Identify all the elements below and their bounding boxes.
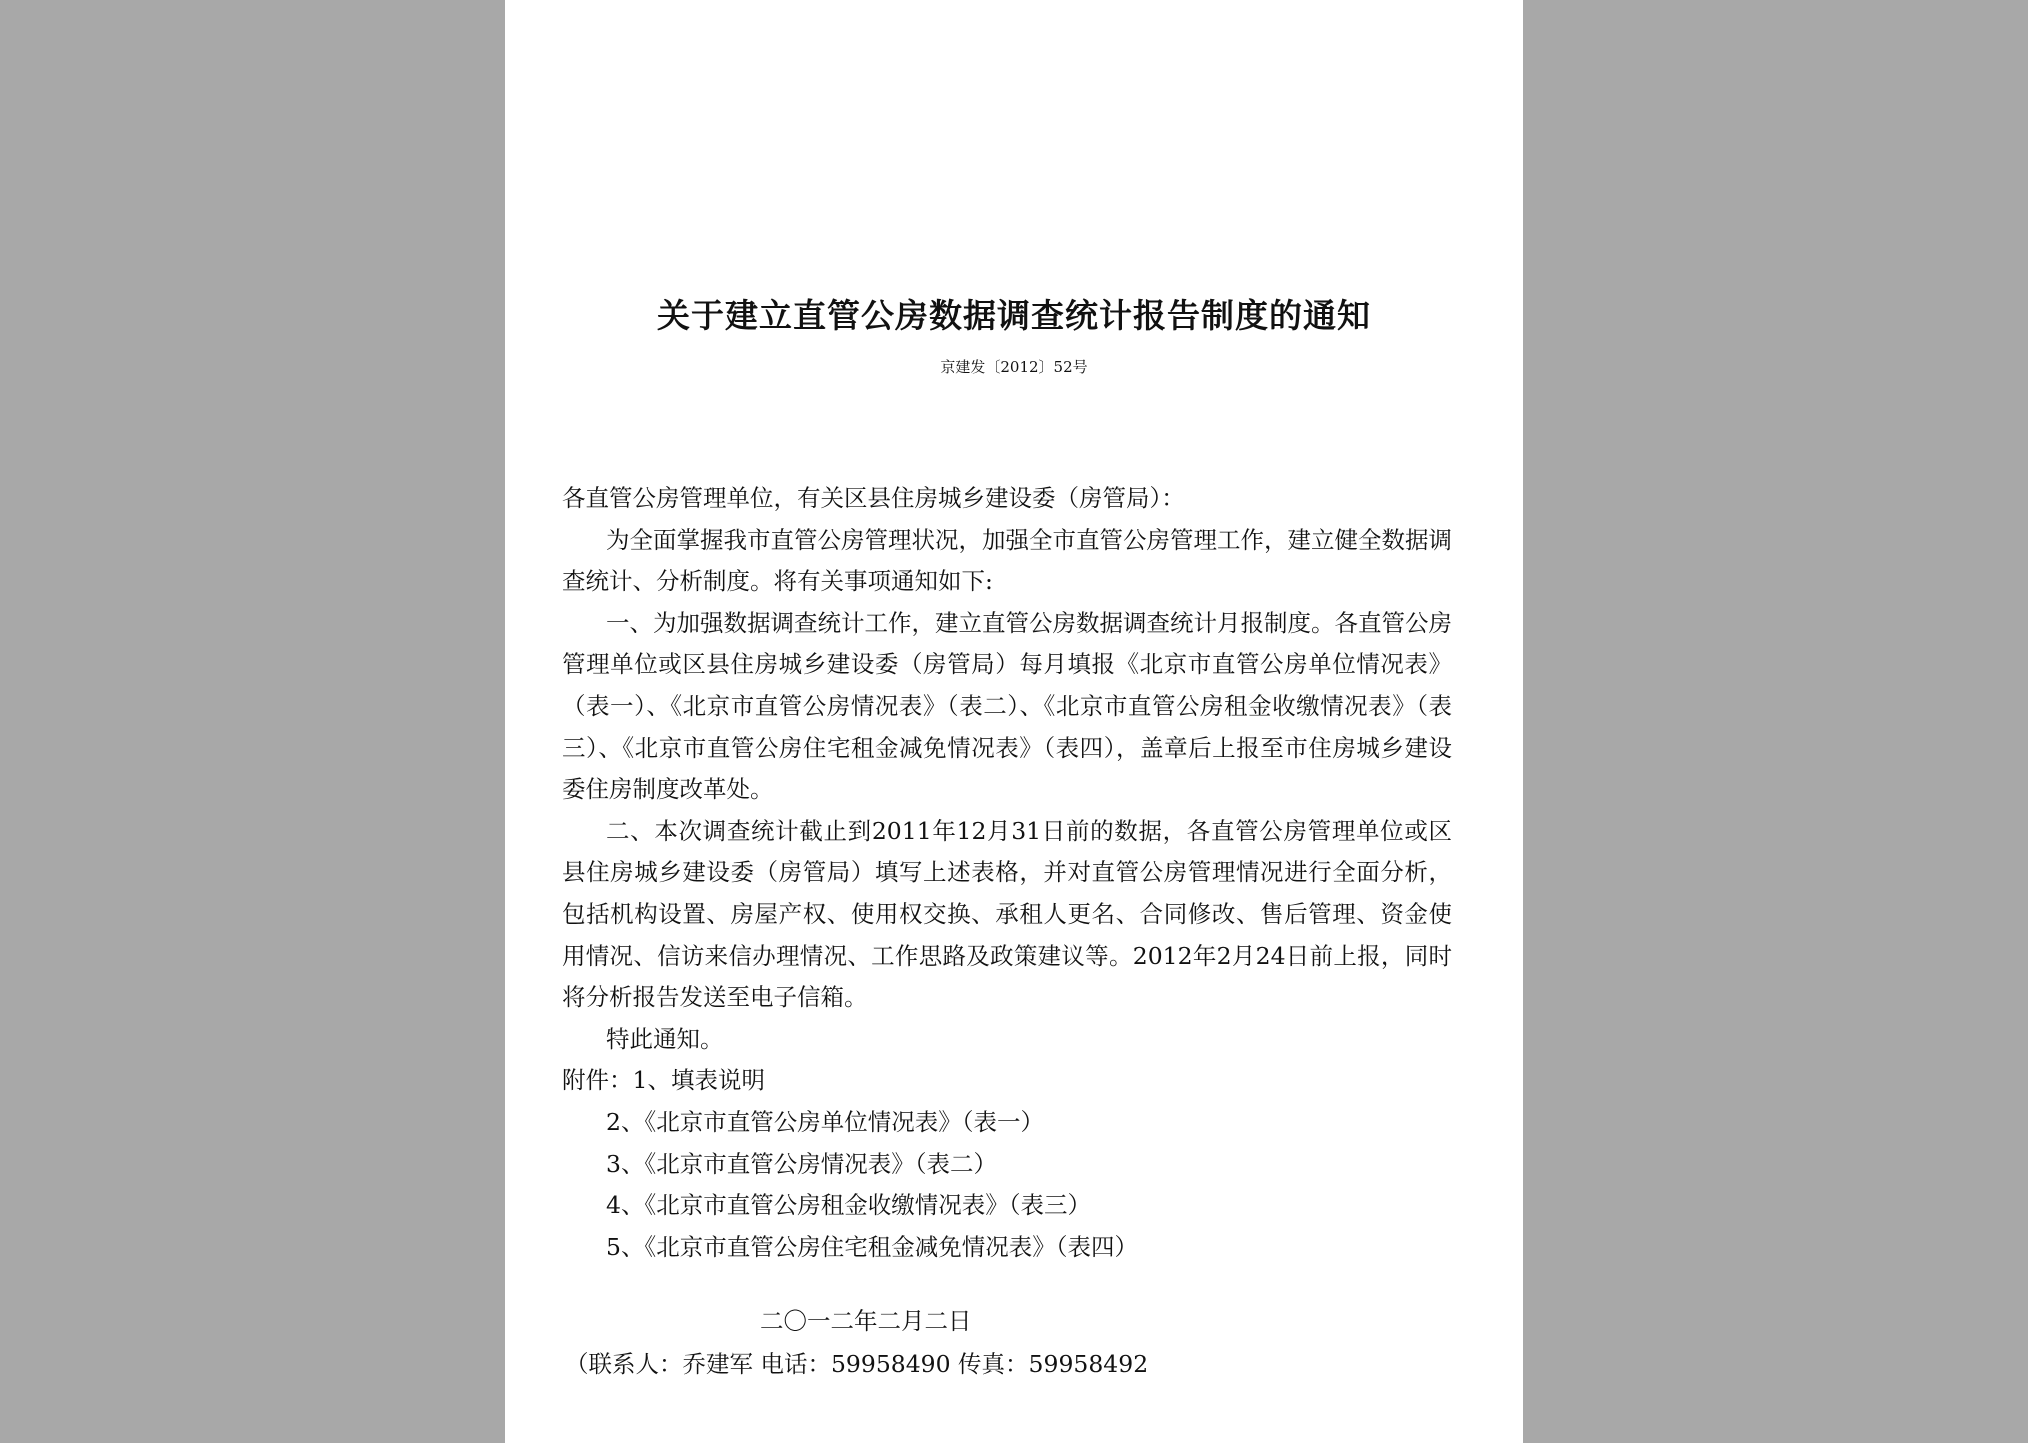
issue-date: 二〇一二年二月二日 — [760, 1307, 972, 1335]
paragraph-item-two: 二、本次调查统计截止到2011年12月31日前的数据，各直管公房管理单位或区县住房城乡建设委（房管局）填写上述表格，并对直管公房管理情况进行全面分析，包括机构设置、房屋产权、使用权交换、承租人更名、合同修改、售后管理、资金使用情况、信访来信办理情况、工作思路及政策建议等。2012年2月24日前上报，同时将分析报告发送至电子信箱。 — [562, 816, 1452, 1012]
document-page — [505, 0, 1523, 1443]
salutation: 各直管公房管理单位，有关区县住房城乡建设委（房管局）： — [562, 484, 1185, 512]
attachment-item-2: 2、《北京市直管公房单位情况表》（表一） — [606, 1107, 1044, 1136]
attachment-item-3: 3、《北京市直管公房情况表》（表二） — [606, 1149, 997, 1178]
paragraph-closing: 特此通知。 — [606, 1024, 724, 1053]
attachment-heading: 附件：1、填表说明 — [562, 1066, 765, 1095]
document-title: 关于建立直管公房数据调查统计报告制度的通知 — [657, 296, 1371, 335]
document-body — [562, 478, 1452, 1268]
paragraph-intro: 为全面掌握我市直管公房管理状况，加强全市直管公房管理工作，建立健全数据调查统计、分析制度。将有关事项通知如下: — [562, 525, 1452, 596]
contact-info: （联系人：乔建军 电话：59958490 传真：59958492 — [565, 1350, 1149, 1378]
paragraph-item-one: 一、为加强数据调查统计工作，建立直管公房数据调查统计月报制度。各直管公房管理单位或区县住房城乡建设委（房管局）每月填报《北京市直管公房单位情况表》（表一）、《北京市直管公房情况表》（表二）、《北京市直管公房租金收缴情况表》（表三）、《北京市直管公房住宅租金减免情况表》（表四），盖章后上报至市住房城乡建设委住房制度改革处。 — [562, 608, 1452, 804]
attachment-item-4: 4、《北京市直管公房租金收缴情况表》（表三） — [606, 1191, 1091, 1220]
attachment-item-5: 5、《北京市直管公房住宅租金减免情况表》（表四） — [606, 1232, 1138, 1261]
document-number: 京建发〔2012〕52号 — [940, 358, 1088, 376]
